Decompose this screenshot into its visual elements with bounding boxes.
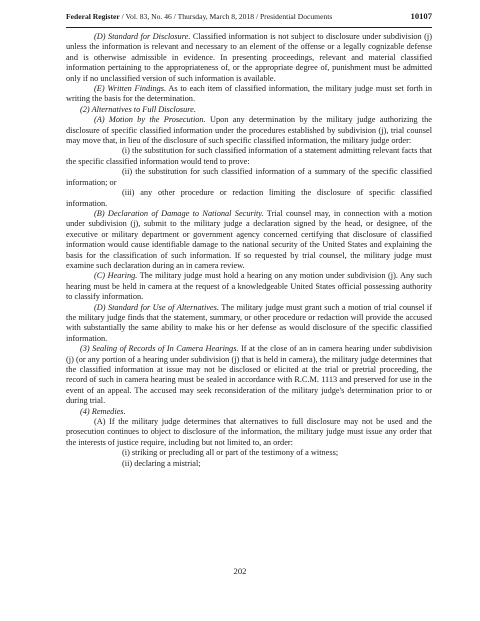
paragraph	[66, 344, 432, 406]
paragraph-heading: (2) Alternatives to Full Disclosure.	[80, 104, 196, 114]
paragraph-text: Upon any determination by the military judge authorizing the disclosure of specific classified information under the procedures established by subdivision (j), trial counsel may move that, in lieu of the disclosure of such specific classified information, the military judge order:	[66, 115, 432, 146]
footer-page-number: 202	[233, 566, 247, 576]
paragraph-heading: (D) Standard for Disclosure.	[94, 32, 191, 41]
paragraph-text: The military judge must grant such a motion of trial counsel if the military judge finds that the statement, summary, or other procedure or redaction will provide the accused with substantially the same ability to make his or her defense as would disclosure of the specific classified information.	[66, 302, 432, 343]
paragraph-heading: (4) Remedies.	[80, 406, 126, 416]
paragraph-text: As to each item of classified information, the military judge must set forth in writing the basis for the determination.	[66, 84, 433, 104]
paragraph-text: The military judge must hold a hearing on any motion under subdivision (j). Any such hearing must be held in camera at the request of a knowledgeable United States official possessing authority to classify information.	[66, 271, 432, 302]
paragraph-text: Classified information is not subject to disclosure under subdivision (j) unless the information is relevant and necessary to an element of the offense or a legally cognizable defense and is otherwise admissible in evidence. In presenting proceedings, relevant and material classified information pertaining to the appropriateness of, or the appropriate degree of, punishment must be admitted only if no unclassified version of such information is available.	[66, 32, 432, 83]
paragraph-text: (ii) the substitution for such classified information of a summary of the specific classified information; or	[66, 167, 432, 187]
paragraph-heading: (A) Motion by the Prosecution.	[94, 115, 206, 125]
paragraph-text: (i) the substitution for such classified information of a statement admitting relevant facts that the specific classified information would tend to prove:	[66, 146, 432, 166]
document-body	[66, 32, 432, 469]
page-number: 10107	[410, 11, 432, 21]
paragraph	[66, 84, 432, 105]
paragraph-text: (ii) declaring a mistrial;	[122, 458, 201, 468]
paragraph-text: Trial counsel may, in connection with a motion under subdivision (j), submit to the military judge a declaration signed by the head, or designee, of the executive or military department or government agency concerned certifying that disclosure of classified information would cause identifiable damage to the national security of the United States and explaining the basis for the classification of such information. If so requested by trial counsel, the military judge must examine such declaration during an in camera review.	[66, 208, 432, 270]
paragraph-text: If at the close of an in camera hearing under subdivision (j) (or any portion of a hearing under subdivision (j) that is held in camera), the military judge determines that the classified information at issue may not be disclosed or elicited at the trial or pretrial proceeding, the record of such in camera hearing must be sealed in accordance with R.C.M. 1113 and preserved for use in the event of an appeal. The accused may seek reconsideration of the military judge's determination prior to or during trial.	[66, 344, 432, 406]
paragraph	[66, 303, 432, 345]
paragraph	[66, 32, 432, 84]
paragraph-heading: (C) Hearing.	[94, 271, 138, 281]
paragraph	[66, 188, 432, 209]
page-header	[66, 8, 432, 24]
paragraph	[66, 167, 432, 188]
header-rule	[66, 27, 432, 28]
paragraph	[66, 209, 432, 271]
paragraph-heading: (D) Standard for Use of Alternatives.	[94, 302, 219, 312]
paragraph-text: (A) If the military judge determines that alternatives to full disclosure may not be used and the prosecution continues to object to disclosure of the information, the military judge must issue any order that the interests of justice require, including but not limited to, an order:	[66, 417, 432, 447]
paragraph-heading: (B) Declaration of Damage to National Security.	[94, 208, 264, 218]
paragraph-text: (iii) any other procedure or redaction limiting the disclosure of specific classified information.	[66, 188, 432, 208]
paragraph	[66, 146, 432, 167]
paragraph	[66, 271, 432, 302]
paragraph-heading: (3) Sealing of Records of In Camera Hearings.	[80, 344, 239, 354]
paragraph-heading: (E) Written Findings.	[94, 84, 167, 94]
paragraph	[66, 105, 432, 115]
paragraph	[66, 448, 432, 458]
paragraph	[66, 417, 432, 448]
journal-name: Federal Register	[66, 12, 120, 21]
paragraph-text: (i) striking or precluding all or part of the testimony of a witness;	[122, 448, 339, 458]
paragraph	[66, 115, 432, 146]
issue-details: / Vol. 83, No. 46 / Thursday, March 8, 2018 / Presidential Documents	[119, 12, 333, 21]
running-head	[66, 12, 332, 21]
paragraph	[66, 407, 432, 417]
paragraph	[66, 459, 432, 469]
